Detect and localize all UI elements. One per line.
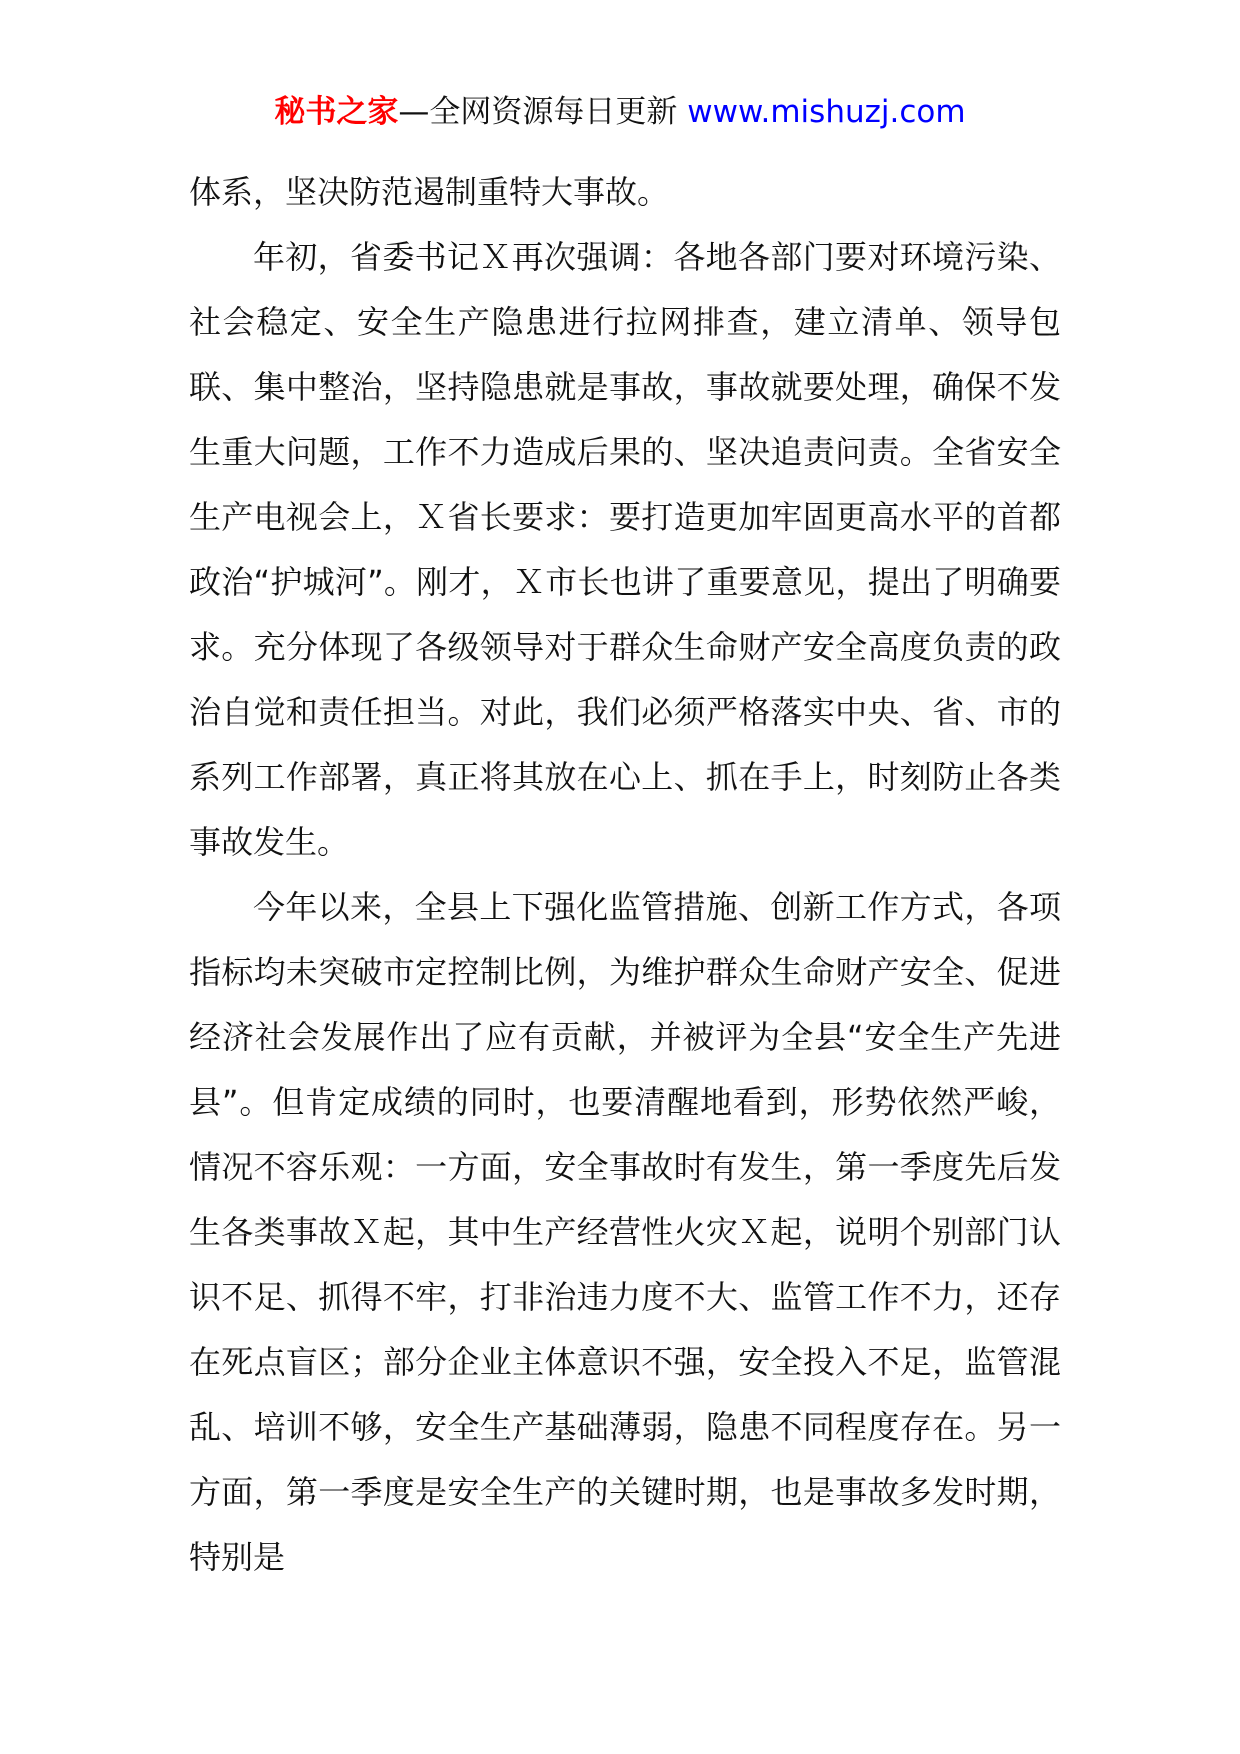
brand-name: 秘书之家 — [274, 94, 399, 130]
paragraph: 今年以来，全县上下强化监管措施、创新工作方式，各项指标均未突破市定控制比例，为维护群众生命财产安全、促进经济社会发展作出了应有贡献，并被评为全县“安全生产先进县”。但肯定成绩的同时，也要清醒地看到，形势依然严峻，情况不容乐观：一方面，安全事故时有发生，第一季度先后发生各类事故Ｘ起，其中生产经营性火灾Ｘ起，说明个别部门认识不足、抓得不牢，打非治违力度不大、监管工作不力，还存在死点盲区；部分企业主体意识不强，安全投入不足，监管混乱、培训不够，安全生产基础薄弱，隐患不同程度存在。另一方面，第一季度是安全生产的关键时期，也是事故多发时期，特别是 — [189, 888, 1061, 1576]
paragraph: 年初，省委书记Ｘ再次强调：各地各部门要对环境污染、社会稳定、安全生产隐患进行拉网排查，建立清单、领导包联、集中整治，坚持隐患就是事故，事故就要处理，确保不发生重大问题，工作不力造成后果的、坚决追责问责。全省安全生产电视会上，Ｘ省长要求：要打造更加牢固更高水平的首都政治“护城河”。刚才，Ｘ市长也讲了重要意见，提出了明确要求。充分体现了各级领导对于群众生命财产安全高度负责的政治自觉和责任担当。对此，我们必须严格落实中央、省、市的系列工作部署，真正将其放在心上、抓在手上，时刻防止各类事故发生。 — [189, 238, 1061, 861]
website-link[interactable]: www.mishuzj.com — [687, 94, 966, 130]
document-body — [189, 160, 1061, 1590]
page-header — [0, 92, 1240, 132]
paragraph-continuation: 体系，坚决防范遏制重特大事故。 — [189, 173, 670, 211]
header-slogan: —全网资源每日更新 — [398, 94, 678, 130]
